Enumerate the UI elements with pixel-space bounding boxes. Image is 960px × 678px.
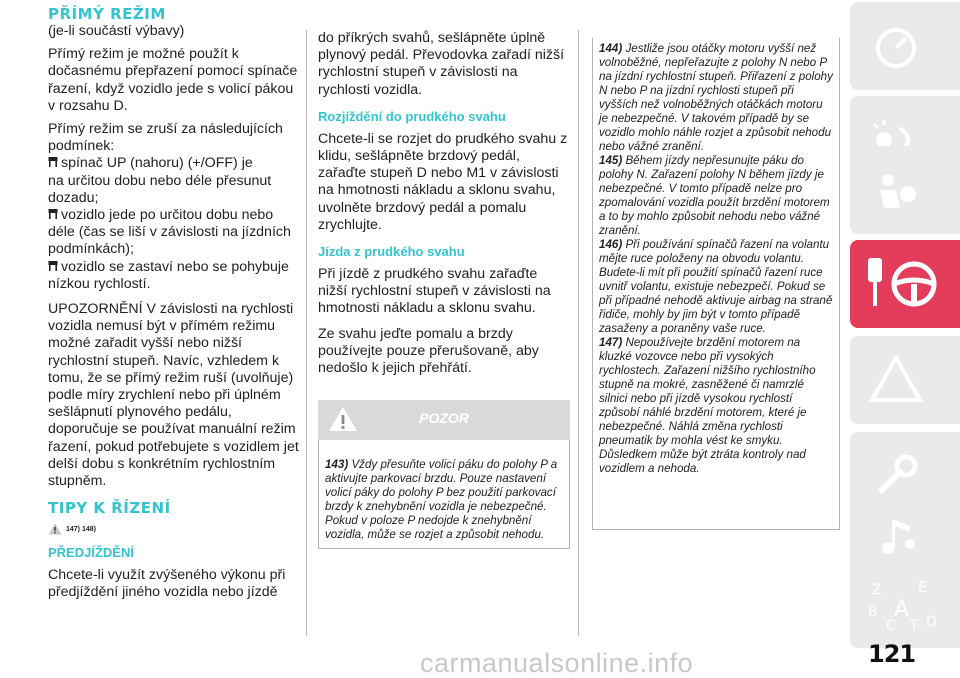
- bullet-item: [48, 207, 300, 224]
- paragraph-note: UPOZORNĚNÍ V závislosti na rychlosti vozidla nemusí být v přímém režimu možné zařadit vyšší nebo nižší rychlostní stupeň. Navíc, vzhledem k tomu, že se přímý režim ruší (uvolňuje) podle míry zrychlení nebo při úplném sešlápnutí plynového pedálu, doporučuje se používat manuální režim řazení, pokud potřebujete s vozidlem jet delší dobu s konkrétním rychlostním stupněm.: [48, 301, 299, 490]
- bullet-icon: [48, 156, 58, 168]
- warning-number: 147): [599, 336, 623, 349]
- bullet-text: vozidlo jede po určitou dobu nebo: [61, 207, 274, 224]
- warning-icon: [48, 523, 62, 535]
- paragraph: Při jízdě z prudkého svahu zařaďte nižší rychlostní stupeň v závislosti na hmotnosti nákladu a sklonu svahu.: [318, 266, 551, 317]
- bullet-continuation: nízkou rychlostí.: [48, 275, 151, 292]
- section-heading-overtaking: PŘEDJÍŽDĚNÍ: [48, 545, 134, 561]
- bullet-text: vozidlo se zastaví nebo se pohybuje: [61, 258, 289, 275]
- watermark: carmanualsonline.info: [420, 648, 694, 678]
- section-heading-downhill: Jízda z prudkého svahu: [318, 244, 465, 260]
- warning-text: Při používání spínačů řazení na volantu mějte ruce položeny na obvodu volantu. Budete-li mít při použití spínačů řazení ruce uvnitř volantu, existuje nebezpečí. Pokud se při případné nehodě aktivuje airbag na straně řidiče, mohly by jim být v tomto případě zasaženy a poraněny vaše ruce.: [599, 238, 833, 335]
- bullet-item: [48, 155, 300, 172]
- subheading-equipment: (je-li součástí výbavy): [48, 23, 185, 39]
- bullet-text: spínač UP (nahoru) (+/OFF) je: [61, 155, 253, 172]
- warning-text: Jestliže jsou otáčky motoru vyšší než volnoběžné, nepřeřazujte z polohy N nebo P na jízdní rychlostní stupeň. Přiřazení z polohy N nebo P na jízdní rychlosti stupeň při vyšších než volnoběžných otáčkách motoru je nebezpečné. V takovém případě by se vozidlo mohlo náhle rozjet a způsobit nehodu nebo vážné zranění.: [599, 42, 833, 153]
- svg-text:B: B: [868, 604, 878, 620]
- svg-text:T: T: [910, 618, 919, 634]
- paragraph: Přímý režim je možné použít k dočasnému přepřazení pomocí spínače řazení, když vozidlo jede s volicí pákou v rozsahu D.: [48, 46, 298, 114]
- section-heading-uphill-start: Rozjíždění do prudkého svahu: [318, 108, 506, 124]
- paragraph: Chcete-li se rozjet do prudkého svahu z klidu, sešlápněte brzdový pedál, zařaďte stupeň D nebo M1 v závislosti na hmotnosti nákladu a sklonu svahu, uvolněte brzdový pedál a pomalu zrychlujte.: [318, 130, 568, 233]
- tab-emergency[interactable]: [850, 336, 960, 424]
- tab-safety[interactable]: [850, 146, 960, 234]
- bullet-icon: [48, 208, 58, 220]
- paragraph: do příkrých svahů, sešlápněte úplně plynový pedál. Převodovka zařadí nižší rychlostní stupeň v závislosti na rychlosti vozidla.: [318, 30, 565, 98]
- svg-text:C: C: [886, 618, 896, 634]
- bullet-icon: [48, 260, 58, 272]
- warning-text: Vždy přesuňte volicí páku do polohy P a aktivujte parkovací brzdu. Pouze nastavení volicí páky do polohy P bez použití parkovací brzdy k znehybnění vozidla je nebezpečné. Pokud v poloze P nedojde k znehybnění vozidla, může se rozjet a způsobit nehodu.: [325, 458, 558, 541]
- warnings-continued-box: [592, 38, 840, 530]
- svg-text:D: D: [926, 614, 937, 630]
- paragraph: Ze svahu jeďte pomalu a brzdy používejte pouze přerušovaně, aby nedošlo k jejich přehřátí.: [318, 325, 539, 377]
- warning-body: [318, 440, 570, 549]
- svg-text:A: A: [894, 597, 910, 622]
- reference-row: [48, 523, 300, 535]
- warning-number: 143): [325, 458, 349, 471]
- bullet-item: [48, 259, 300, 276]
- page-number: 121: [868, 640, 916, 668]
- svg-text:Z: Z: [872, 582, 882, 598]
- reference-numbers: 147) 148): [66, 525, 96, 533]
- dashboard-icon: [866, 16, 926, 76]
- warning-number: 146): [599, 238, 623, 251]
- warning-box: [318, 400, 570, 549]
- column-1: [48, 6, 300, 602]
- emergency-icon: [866, 350, 926, 410]
- key-and-steering-wheel-icon: [866, 254, 938, 314]
- warning-title: POZOR: [419, 410, 469, 426]
- column-2: [318, 30, 570, 377]
- paragraph: Chcete-li využít zvýšeného výkonu při předjíždění jiného vozidla nebo jízdě: [48, 567, 286, 601]
- section-heading-direct-mode: PŘÍMÝ REŽIM: [48, 5, 166, 23]
- warning-text: Během jízdy nepřesunujte páku do polohy N. Zařazení polohy N během jízdy je nebezpečné. V tomto případě nelze pro zpomalování vozidla použít brzdění motorem a to by mohlo způsobit nehodu nebo vážné zranění.: [599, 154, 830, 237]
- warning-number: 145): [599, 154, 623, 167]
- column-divider: [578, 30, 579, 636]
- tab-index[interactable]: [850, 560, 960, 648]
- warning-text: Nepoužívejte brzdění motorem na kluzké vozovce nebo při vysokých rychlostech. Zařazení nižšího rychlostního stupně na mokré, zasněžené či namrzlé silnici nebo při jízdě vysokou rychlostí způsobí náhlé brzdění motorem, které je nebezpečné. Náhlá změna rychlosti pneumatik by mohla vést ke smyku. Důsledkem může být ztráta kontroly nad vozidlem a nehoda.: [599, 336, 816, 475]
- column-divider: [306, 30, 307, 636]
- safety-icon: [866, 160, 926, 220]
- warning-number: 144): [599, 42, 623, 55]
- chapter-tabs: [850, 0, 960, 640]
- index-letters-icon: [866, 574, 946, 634]
- tab-dashboard[interactable]: [850, 2, 960, 90]
- multimedia-icon: [866, 508, 926, 568]
- warning-header: [318, 400, 570, 440]
- svg-text:E: E: [918, 580, 927, 596]
- bullet-continuation: na určitou dobu nebo déle přesunut dozadu;: [48, 172, 272, 206]
- bullet-continuation: déle (čas se liší v závislosti na jízdních podmínkách);: [48, 224, 291, 258]
- paragraph: Přímý režim se zruší za následujících podmínek:: [48, 121, 283, 155]
- tab-starting-and-driving[interactable]: [850, 240, 960, 328]
- section-heading-driving-tips: TIPY K ŘÍZENÍ: [48, 499, 171, 518]
